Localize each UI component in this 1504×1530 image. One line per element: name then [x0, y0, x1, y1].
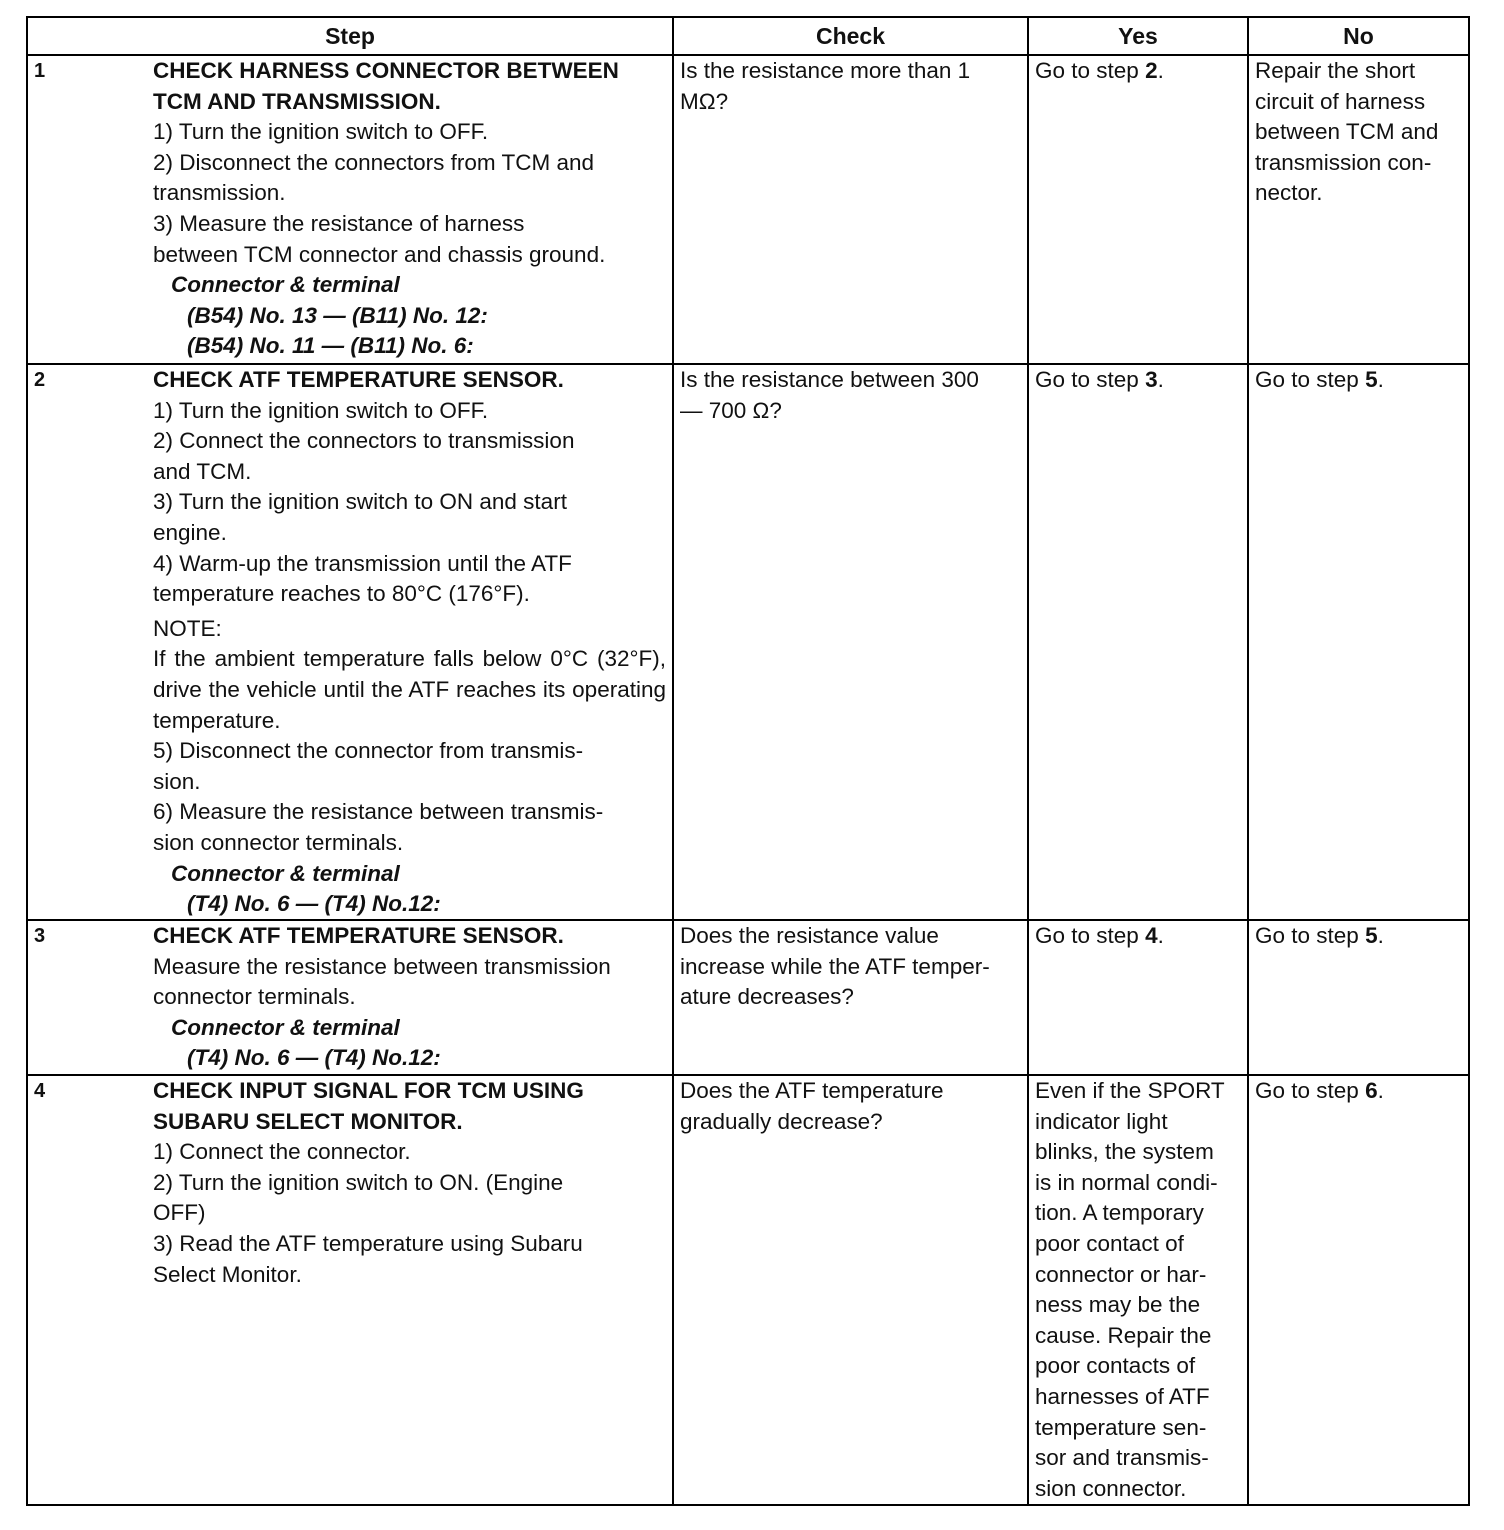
- table-row: [28, 365, 1468, 921]
- no-step-number: 6: [1365, 1078, 1378, 1103]
- step-body: [153, 1076, 666, 1290]
- step-instruction: 3) Read the ATF temperature using Subaru: [153, 1230, 583, 1256]
- no-text: Go to step: [1255, 367, 1366, 392]
- yes-end: .: [1157, 367, 1164, 392]
- step-number: 3: [34, 925, 46, 947]
- step-title: CHECK HARNESS CONNECTOR BETWEEN: [153, 58, 619, 83]
- yes-text: Even if the SPORT: [1035, 1078, 1225, 1103]
- check-text: increase while the ATF temper-: [680, 953, 990, 979]
- header-yes: Yes: [1029, 18, 1249, 54]
- step-title: CHECK ATF TEMPERATURE SENSOR.: [153, 367, 564, 392]
- no-text: transmission con-: [1255, 149, 1432, 175]
- check-text: Is the resistance more than 1: [680, 58, 971, 83]
- step-instruction: 2) Connect the connectors to transmission: [153, 428, 575, 454]
- no-cell: [1249, 921, 1468, 1074]
- yes-cell: [1029, 56, 1249, 363]
- connector-value: (T4) No. 6 — (T4) No.12:: [187, 1045, 441, 1071]
- no-text: Go to step: [1255, 923, 1366, 948]
- table-row: [28, 921, 1468, 1076]
- step-instruction: 2) Turn the ignition switch to ON. (Engine: [153, 1169, 564, 1195]
- yes-end: .: [1157, 923, 1164, 948]
- step-instruction: and TCM.: [153, 458, 252, 484]
- header-check: Check: [674, 18, 1029, 54]
- step-title: TCM AND TRANSMISSION.: [153, 88, 441, 114]
- yes-text: Go to step: [1035, 923, 1146, 948]
- yes-end: .: [1157, 58, 1164, 83]
- check-text: gradually decrease?: [680, 1108, 883, 1134]
- table-row: [28, 1076, 1468, 1504]
- step-cell: [28, 1076, 674, 1504]
- yes-text: Go to step: [1035, 367, 1146, 392]
- yes-text: harnesses of ATF: [1035, 1383, 1210, 1409]
- step-instruction: 3) Turn the ignition switch to ON and start: [153, 489, 567, 515]
- yes-step-number: 4: [1145, 923, 1158, 948]
- check-cell: [674, 921, 1029, 1074]
- no-end: .: [1377, 923, 1384, 948]
- step-cell: [28, 921, 674, 1074]
- yes-step-number: 3: [1145, 367, 1158, 392]
- step-instruction: sion.: [153, 768, 201, 794]
- yes-text: ness may be the: [1035, 1292, 1201, 1318]
- yes-text: sion connector.: [1035, 1475, 1187, 1501]
- step-body: [153, 56, 666, 362]
- yes-step-number: 2: [1145, 58, 1158, 83]
- no-step-number: 5: [1365, 367, 1378, 392]
- no-end: .: [1377, 1078, 1384, 1103]
- no-end: .: [1377, 367, 1384, 392]
- step-instruction: 6) Measure the resistance between transmis-: [153, 799, 604, 825]
- yes-text: Go to step: [1035, 58, 1146, 83]
- step-number: 2: [34, 369, 46, 391]
- no-cell: [1249, 365, 1468, 919]
- step-instruction: connector terminals.: [153, 984, 356, 1010]
- step-body: [153, 921, 666, 1074]
- yes-text: temperature sen-: [1035, 1414, 1207, 1440]
- connector-label: Connector & terminal: [171, 272, 400, 298]
- step-instruction: 5) Disconnect the connector from transmis-: [153, 738, 584, 764]
- check-cell: [674, 56, 1029, 363]
- note-label: NOTE:: [153, 615, 222, 641]
- check-text: Does the ATF temperature: [680, 1078, 944, 1103]
- header-step: Step: [28, 18, 674, 54]
- step-number: 4: [34, 1080, 46, 1102]
- step-title: SUBARU SELECT MONITOR.: [153, 1108, 463, 1134]
- yes-text: cause. Repair the: [1035, 1322, 1212, 1348]
- yes-text: tion. A temporary: [1035, 1200, 1204, 1226]
- step-instruction: Measure the resistance between transmission: [153, 953, 611, 979]
- yes-cell: [1029, 1076, 1249, 1504]
- connector-value: (T4) No. 6 — (T4) No.12:: [187, 891, 441, 917]
- check-cell: [674, 365, 1029, 919]
- yes-text: connector or har-: [1035, 1261, 1207, 1287]
- step-instruction: 2) Disconnect the connectors from TCM and: [153, 149, 595, 175]
- step-instruction: 1) Connect the connector.: [153, 1139, 411, 1165]
- yes-text: blinks, the system: [1035, 1139, 1214, 1165]
- no-cell: [1249, 1076, 1468, 1504]
- step-title: CHECK INPUT SIGNAL FOR TCM USING: [153, 1078, 584, 1103]
- table-row: [28, 56, 1468, 365]
- yes-text: is in normal condi-: [1035, 1169, 1218, 1195]
- connector-value: (B54) No. 13 — (B11) No. 12:: [187, 302, 488, 328]
- header-no: No: [1343, 23, 1374, 49]
- no-text: nector.: [1255, 180, 1323, 206]
- yes-text: sor and transmis-: [1035, 1445, 1209, 1471]
- step-cell: [28, 56, 674, 363]
- step-instruction: between TCM connector and chassis ground.: [153, 241, 606, 267]
- step-body: [153, 365, 666, 920]
- step-number: 1: [34, 60, 46, 82]
- check-text: Does the resistance value: [680, 923, 939, 948]
- step-instruction: sion connector terminals.: [153, 829, 404, 855]
- yes-text: indicator light: [1035, 1108, 1168, 1134]
- no-cell: [1249, 56, 1468, 363]
- check-text: MΩ?: [680, 88, 729, 114]
- check-text: — 700 Ω?: [680, 397, 782, 423]
- no-text: Repair the short: [1255, 58, 1416, 83]
- check-text: Is the resistance between 300: [680, 367, 979, 392]
- yes-text: poor contacts of: [1035, 1353, 1196, 1379]
- step-instruction: engine.: [153, 519, 227, 545]
- no-text: Go to step: [1255, 1078, 1366, 1103]
- no-text: circuit of harness: [1255, 88, 1426, 114]
- connector-label: Connector & terminal: [171, 860, 400, 886]
- step-instruction: 4) Warm-up the transmission until the ATF: [153, 550, 572, 576]
- note-text: If the ambient temperature falls below 0°C (32°F), drive the vehicle until the ATF reaches its operating temperature.: [153, 646, 666, 733]
- connector-value: (B54) No. 11 — (B11) No. 6:: [187, 333, 474, 359]
- troubleshooting-table: [26, 16, 1470, 1506]
- check-cell: [674, 1076, 1029, 1504]
- step-cell: [28, 365, 674, 919]
- no-text: between TCM and: [1255, 119, 1439, 145]
- header-row: [28, 18, 1468, 56]
- step-instruction: Select Monitor.: [153, 1261, 302, 1287]
- step-instruction: transmission.: [153, 180, 286, 206]
- connector-label: Connector & terminal: [171, 1014, 400, 1040]
- step-instruction: temperature reaches to 80°C (176°F).: [153, 581, 530, 607]
- step-instruction: OFF): [153, 1200, 206, 1226]
- step-instruction: 1) Turn the ignition switch to OFF.: [153, 119, 489, 145]
- yes-cell: [1029, 365, 1249, 919]
- no-step-number: 5: [1365, 923, 1378, 948]
- yes-cell: [1029, 921, 1249, 1074]
- step-instruction: 3) Measure the resistance of harness: [153, 210, 525, 236]
- check-text: ature decreases?: [680, 984, 854, 1010]
- step-title: CHECK ATF TEMPERATURE SENSOR.: [153, 923, 564, 948]
- yes-text: poor contact of: [1035, 1230, 1184, 1256]
- step-instruction: 1) Turn the ignition switch to OFF.: [153, 397, 489, 423]
